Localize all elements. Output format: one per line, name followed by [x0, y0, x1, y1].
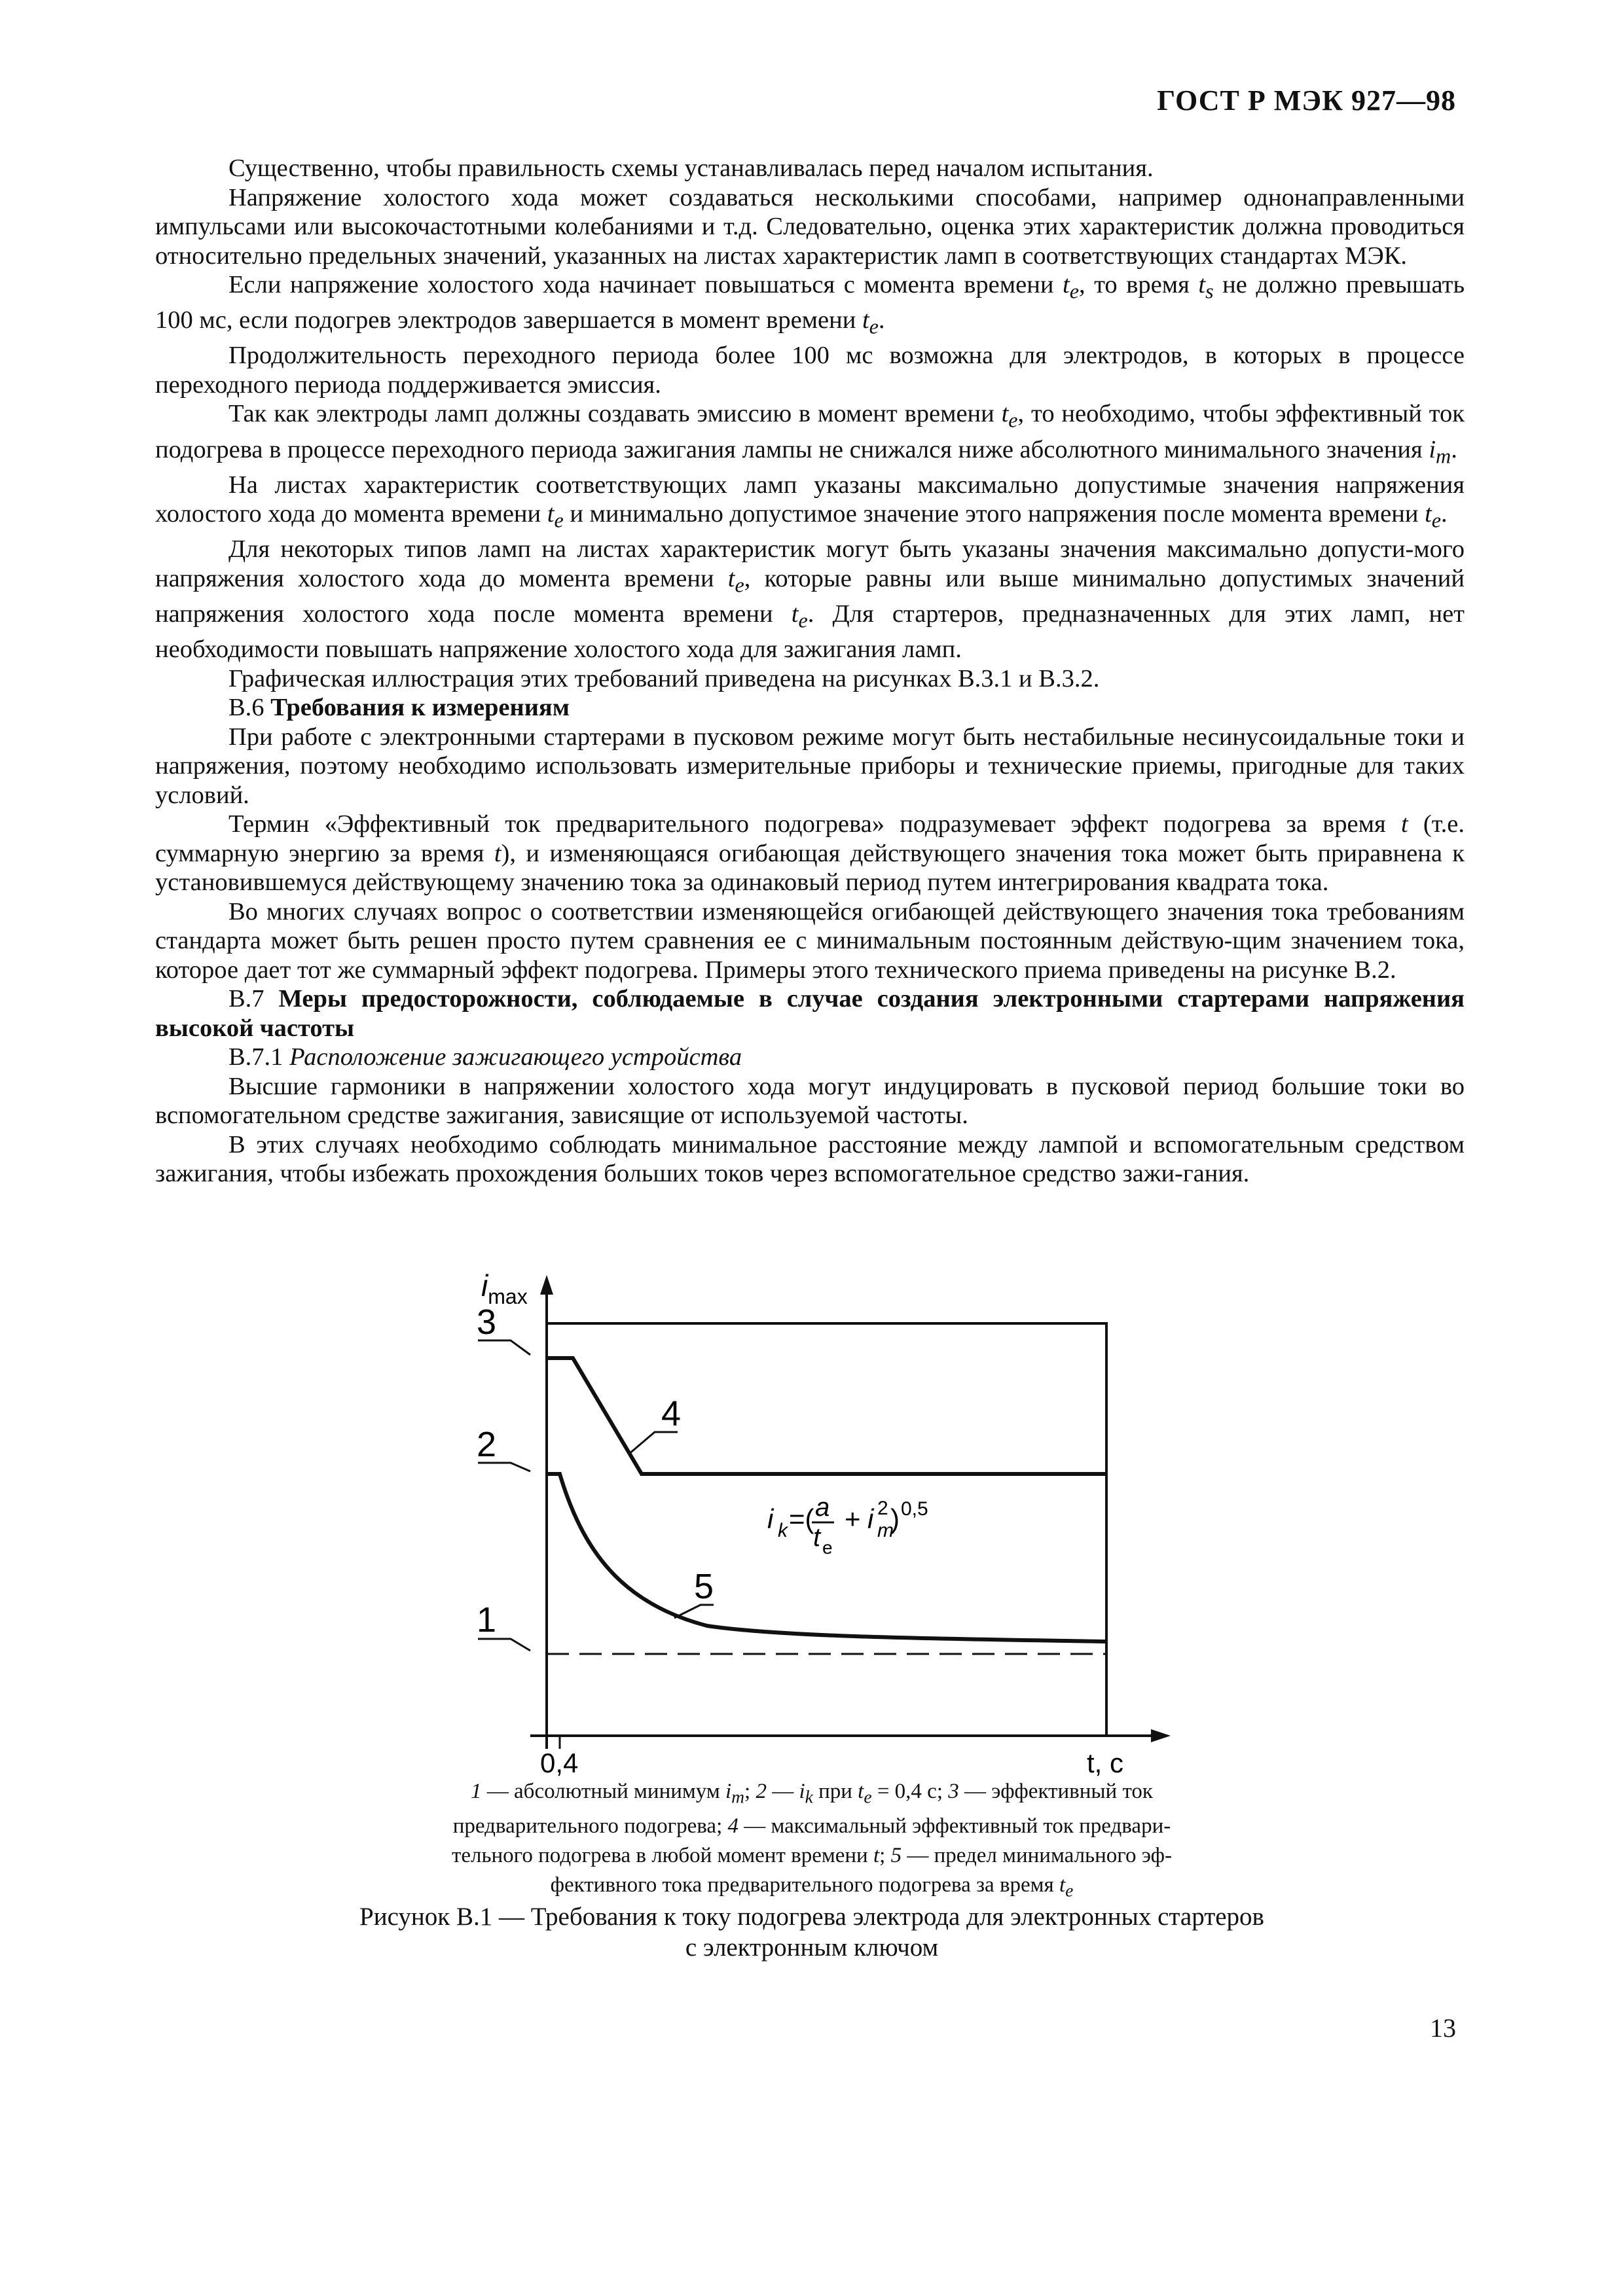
- var-sub: e: [554, 508, 564, 532]
- var: t: [547, 500, 555, 528]
- legend-var-sub: e: [864, 1786, 872, 1807]
- label-1-leader: [478, 1639, 530, 1651]
- text-run: , то время: [1078, 271, 1199, 298]
- legend-number: 5: [890, 1843, 902, 1867]
- curve-3-effective-current: [547, 1323, 1106, 1736]
- paragraph: Существенно, чтобы правильность схемы устанавливалась перед началом испытания.: [228, 154, 1154, 182]
- paragraph: Высшие гармоники в напряжении холостого хода могут индуцировать в пусковой период большие токи во вспомогательном средстве зажигания, зависящие от используемой частоты.: [155, 1072, 1465, 1130]
- formula-i2-sup: 2: [877, 1498, 888, 1519]
- section-heading: [155, 693, 1465, 723]
- paragraph: [155, 270, 1465, 341]
- curve-4-max-effective-current: [547, 1358, 1106, 1474]
- legend-text: ;: [744, 1780, 756, 1803]
- formula-pow: 0,5: [901, 1498, 928, 1520]
- label-1: 1: [477, 1600, 497, 1640]
- text-run: (т.е. суммарную энергию за время: [155, 810, 1465, 867]
- paragraph: [155, 535, 1465, 664]
- paragraph: [155, 471, 1465, 535]
- math-var: [1425, 500, 1442, 532]
- legend-number: 4: [727, 1814, 739, 1838]
- text-run: Так как электроды ламп должны создавать эмиссию в момент времени: [228, 400, 1002, 428]
- text-run: Если напряжение холостого хода начинает повышаться с момента времени: [228, 271, 1063, 298]
- text-run: Для некоторых типов ламп на листах характеристик могут быть указаны значения максимально допусти-мого напряжения холостого хода до момента времени: [155, 535, 1465, 592]
- label-2: 2: [477, 1425, 497, 1464]
- text-run: Термин «Эффективный ток предварительного подогрева» подразумевает эффект подогрева за время: [228, 810, 1401, 838]
- legend-text: тельного подогрева в любой момент времени: [451, 1843, 873, 1867]
- var-sub: m: [1436, 444, 1451, 468]
- formula-den: t: [813, 1523, 821, 1552]
- text-run: .: [1451, 435, 1457, 463]
- document-header: ГОСТ Р МЭК 927—98: [1157, 84, 1456, 117]
- var-sub: s: [1205, 279, 1214, 303]
- legend-number: 1: [471, 1780, 482, 1803]
- text-run: ), и изменяющаяся огибающая действующего значения тока может быть приравнена к установившемуся действующему значению тока за одинаковый период путем интегрирования квадрата тока.: [155, 839, 1465, 897]
- var-sub: e: [869, 314, 879, 338]
- x-tick-label: 0,4: [540, 1748, 579, 1778]
- math-var: t: [494, 839, 501, 867]
- formula-num: a: [815, 1493, 830, 1522]
- paragraph: Напряжение холостого хода может создаваться несколькими способами, например однонаправленными импульсами или высокочастотными колебаниями и т.д. Следовательно, оценка этих характеристик должна проводиться относительно предельных значений, указанных на листах характеристик ламп в соответствующих стандартах МЭК.: [155, 183, 1465, 270]
- math-var: [1198, 271, 1214, 303]
- section-heading: [155, 984, 1465, 1043]
- figure-b1: [432, 1263, 1178, 1778]
- section-number: В.7.1: [228, 1043, 283, 1071]
- formula-i2: i: [867, 1503, 874, 1534]
- formula-i: i: [767, 1503, 774, 1534]
- math-var: [862, 306, 879, 338]
- formula-i2-sub: m: [877, 1520, 894, 1541]
- label-4: 4: [661, 1394, 682, 1433]
- legend-number: 3: [948, 1780, 959, 1803]
- legend-line: [393, 1777, 1231, 1812]
- x-axis-arrow: [1151, 1729, 1171, 1742]
- paragraph: Графическая иллюстрация этих требований приведена на рисунках В.3.1 и В.3.2.: [228, 664, 1100, 692]
- formula-plus: +: [845, 1503, 861, 1534]
- text-run: . Для стартеров, предназначенных для этих ламп, нет необходимости повышать напряжение холостого хода для зажигания ламп.: [155, 600, 1465, 664]
- legend-var: i: [725, 1780, 732, 1803]
- formula-eq: =(: [789, 1503, 814, 1534]
- text-run: На листах характеристик соответствующих ламп указаны максимально допустимые значения напряжения холостого хода до момента времени: [155, 471, 1465, 528]
- label-5-leader: [674, 1605, 714, 1618]
- legend-line: [393, 1841, 1231, 1871]
- paragraph: [155, 399, 1465, 470]
- label-3-leader: [478, 1340, 530, 1355]
- page-number: 13: [1430, 2013, 1456, 2043]
- legend-text: при: [812, 1780, 858, 1803]
- legend-line: [393, 1812, 1231, 1841]
- var: t: [1062, 271, 1070, 298]
- legend-var-sub: k: [805, 1786, 813, 1807]
- subsection-heading: [155, 1043, 1465, 1072]
- legend-var-sub: m: [731, 1786, 745, 1807]
- legend-var: t: [1059, 1873, 1066, 1897]
- legend-var: i: [799, 1780, 805, 1803]
- section-number: В.7: [228, 985, 264, 1013]
- var-sub: e: [1008, 408, 1018, 433]
- body-text: [155, 154, 1465, 1189]
- section-title: Требования к измерениям: [270, 694, 570, 722]
- legend-var-sub: e: [1065, 1880, 1074, 1901]
- math-var: [1429, 435, 1451, 468]
- math-var: [547, 500, 564, 532]
- text-run: .: [1441, 500, 1448, 528]
- text-run: не должно превышать 100 мс, если подогрев электродов завершается в момент времени: [155, 271, 1465, 334]
- label-3: 3: [477, 1302, 497, 1342]
- legend-text: — абсолютный минимум: [481, 1780, 725, 1803]
- legend-var: t: [858, 1780, 864, 1803]
- var: t: [1198, 271, 1206, 298]
- paragraph: Продолжительность переходного периода более 100 мс возможна для электродов, в которых в процессе переходного периода поддерживается эмиссия.: [155, 342, 1465, 399]
- legend-text: — предел минимального эф-: [902, 1843, 1173, 1867]
- legend-line: [393, 1871, 1231, 1905]
- figure-caption: [295, 1901, 1329, 1963]
- caption-line-2: с электронным ключом: [685, 1933, 939, 1962]
- section-title: Меры предосторожности, соблюдаемые в случае создания электронными стартерами напряжения высокой частоты: [155, 985, 1465, 1042]
- y-axis-arrow: [540, 1275, 553, 1295]
- figure-b1-graph: [432, 1263, 1178, 1778]
- var-sub: e: [1069, 279, 1079, 303]
- var-sub: e: [1431, 508, 1442, 532]
- math-var: [1001, 400, 1018, 433]
- text-run: .: [878, 306, 885, 334]
- var: i: [1429, 435, 1436, 463]
- var: t: [727, 564, 735, 592]
- var: t: [862, 306, 869, 334]
- section-title: Расположение зажигающего устройства: [289, 1043, 742, 1071]
- legend-text: фективного тока предварительного подогрева за время: [550, 1873, 1059, 1897]
- label-4-leader: [629, 1432, 678, 1454]
- label-5: 5: [694, 1567, 714, 1606]
- var-sub: e: [798, 608, 808, 632]
- text-run: , которые равны или выше минимально допустимых значений напряжения холостого хода после момента времени: [155, 564, 1465, 628]
- math-var: [1062, 271, 1079, 303]
- formula-den-sub: e: [822, 1537, 833, 1558]
- paragraph: Во многих случаях вопрос о соответствии изменяющейся огибающей действующего значения тока требованиям стандарта может быть решен просто путем сравнения ее с минимальным постоянным действую-щим значением тока, которое дает тот же суммарный эффект подогрева. Примеры этого технического приема приведены на рисунке В.2.: [155, 897, 1465, 984]
- text-run: , то необходимо, чтобы эффективный ток подогрева в процессе переходного периода зажигания лампы не снижался ниже абсолютного минимального значения: [155, 400, 1465, 463]
- paragraph: При работе с электронными стартерами в пусковом режиме могут быть нестабильные несинусоидальные токи и напряжения, поэтому необходимо использовать измерительные приборы и технические приемы, пригодные для таких условий.: [155, 723, 1465, 809]
- formula-close: ): [890, 1503, 900, 1534]
- figure-legend: [393, 1777, 1231, 1905]
- legend-var: t: [873, 1843, 880, 1867]
- legend-number: 2: [756, 1780, 767, 1803]
- math-var: [791, 600, 808, 632]
- legend-text: — максимальный эффективный ток предвари-: [738, 1814, 1171, 1838]
- x-axis-label: t, c: [1087, 1748, 1124, 1778]
- var: t: [1001, 400, 1009, 428]
- var: t: [791, 600, 799, 628]
- math-var: [727, 564, 744, 597]
- legend-text: ;: [879, 1843, 891, 1867]
- legend-text: = 0,4 с;: [871, 1780, 949, 1803]
- paragraph: [155, 810, 1465, 897]
- legend-text: предварительного подогрева;: [452, 1814, 728, 1838]
- paragraph: В этих случаях необходимо соблюдать минимальное расстояние между лампой и вспомогательным средством зажигания, чтобы избежать прохождения больших токов через вспомогательное средство зажи-гания.: [155, 1130, 1465, 1188]
- section-number: В.6: [228, 694, 264, 722]
- text-run: и минимально допустимое значение этого напряжения после момента времени: [563, 500, 1425, 528]
- formula: [767, 1493, 928, 1558]
- legend-text: —: [766, 1780, 799, 1803]
- formula-k: k: [778, 1520, 788, 1541]
- math-var: t: [1400, 810, 1408, 838]
- var: t: [1425, 500, 1432, 528]
- caption-line-1: Рисунок В.1 — Требования к току подогрева электрода для электронных стартеров: [359, 1903, 1264, 1931]
- legend-text: — эффективный ток: [958, 1780, 1153, 1803]
- var-sub: e: [735, 573, 744, 597]
- y-axis-label: $i_{max}$: [481, 1268, 528, 1308]
